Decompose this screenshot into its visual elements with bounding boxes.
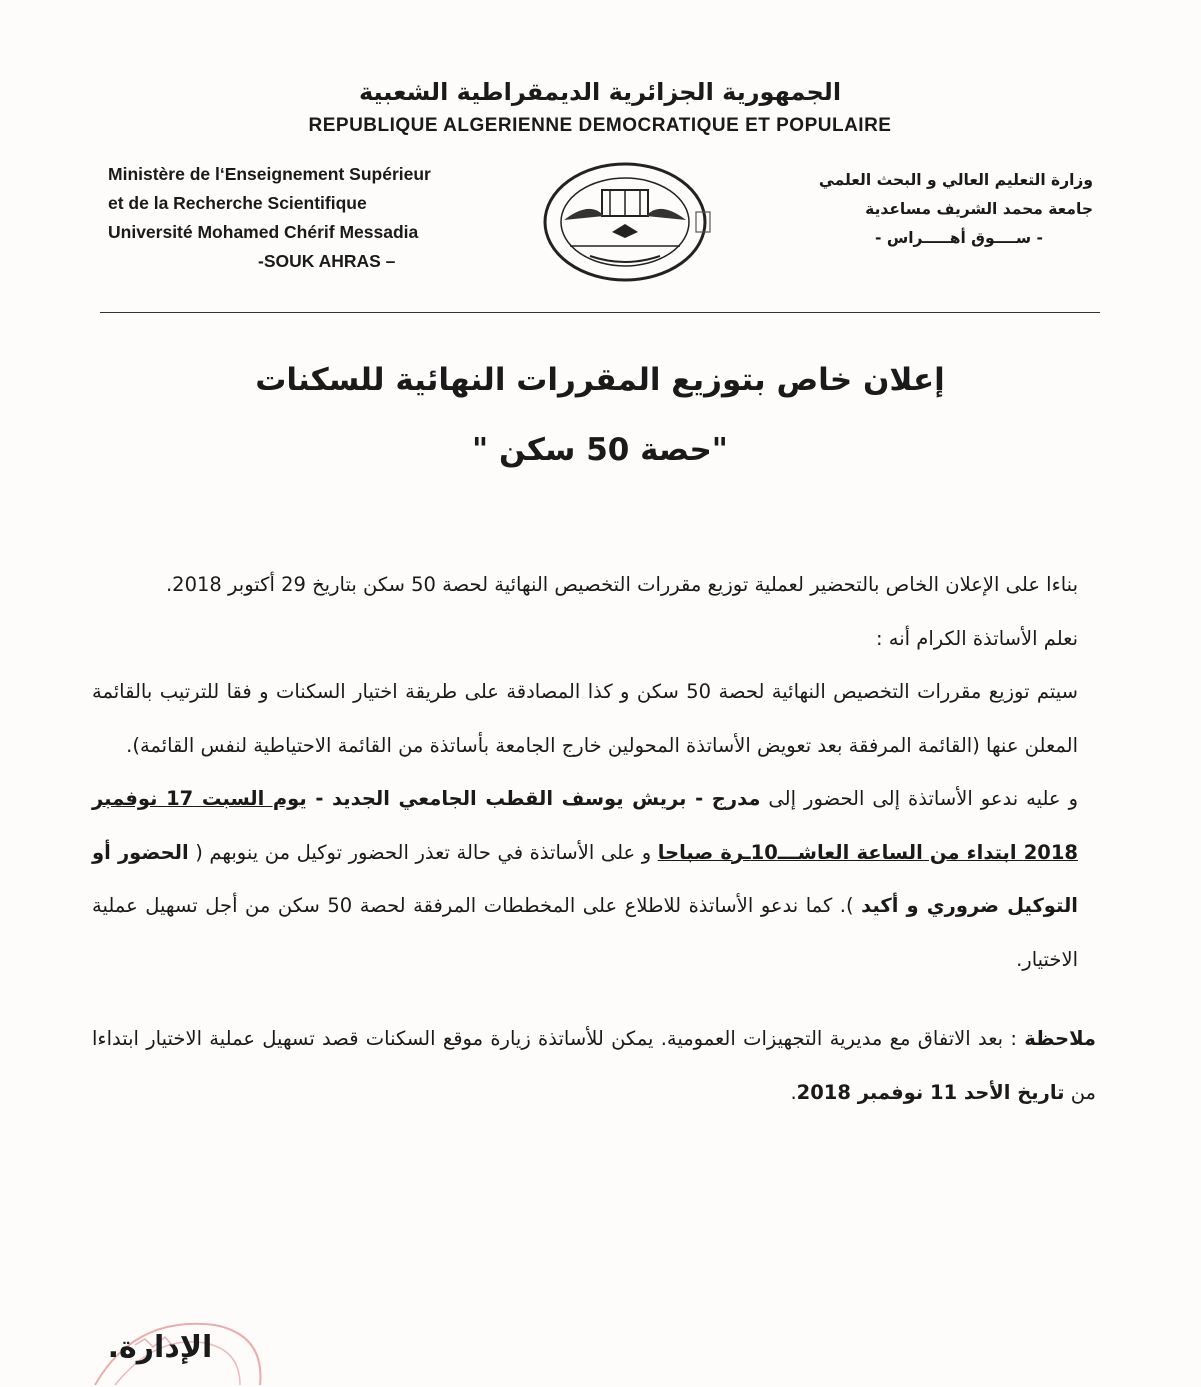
invitation-text-c: ). كما ندعو الأساتذة للاطلاع على المخططات المرفقة لحصة 50 سكن من أجل تسهيل عملية الاختيار. [92, 894, 1078, 971]
ar-ministry: وزارة التعليم العالي و البحث العلمي [818, 171, 1093, 189]
signature-administration: الإدارة. [107, 1330, 213, 1365]
ar-country-heading: الجمهورية الجزائرية الديمقراطية الشعبية [358, 78, 842, 106]
mandatory-text: الحضور أو التوكيل ضروري و أكيد [92, 840, 1078, 917]
paragraph-distribution: سيتم توزيع مقررات التخصيص النهائية لحصة 50 سكن و كذا المصادقة على طريقة اختيار السكنات و فقا للترتيب بالقائمة المعلن عنها (القائمة المرفقة بعد تعويض الأساتذة المحولين خارج الجامعة بأساتذة من القائمة الاحتياطية لنفس القائمة). [92, 680, 1078, 757]
paragraph-notice: نعلم الأساتذة الكرام أنه : [875, 626, 1078, 650]
paragraph-intro: بناءا على الإعلان الخاص بالتحضير لعملية توزيع مقررات التخصيص النهائية لحصة 50 سكن بتاريخ 29 أكتوبر 2018. [165, 573, 1078, 596]
ar-institution-block [763, 166, 1093, 253]
date-time-text: يوم السبت 17 نوفمبر 2018 ابتداء من الساعة العاشـــ10ـرة صباحا [92, 787, 1078, 864]
fr-institution-block [108, 160, 508, 276]
ar-city: - ســــوق أهـــــراس - [875, 229, 1043, 247]
university-logo [530, 160, 720, 285]
note-date: تاريخ الأحد 11 نوفمبر 2018 [796, 1080, 1065, 1104]
announcement-title: إعلان خاص بتوزيع المقررات النهائية للسكنات [255, 362, 945, 398]
invitation-text-a: و عليه ندعو الأساتذة إلى الحضور إلى [760, 787, 1078, 810]
ar-university: جامعة محمد الشريف مساعدية [865, 200, 1093, 218]
note-text-a: : بعد الاتفاق مع مديرية التجهيزات العمومية. يمكن للأساتذة زيارة موقع السكنات قصد تسهيل عملية الاختيار ابتداءا من [92, 1027, 1096, 1104]
note-label: ملاحظة [1024, 1027, 1096, 1050]
paragraph-invitation [92, 772, 1096, 986]
paragraph-note [92, 1012, 1096, 1119]
announcement-subtitle: "حصة 50 سكن " [472, 432, 728, 468]
fr-ministry-line2: et de la Recherche Scientifique [108, 193, 367, 213]
invitation-text-b: و على الأساتذة في حالة تعذر الحضور توكيل من ينوبهم ( [188, 840, 658, 864]
note-text-end: . [790, 1080, 797, 1104]
fr-ministry-line1: Ministère de l‘Enseignement Supérieur [108, 164, 431, 184]
fr-university-name: Université Mohamed Chérif Messadia [108, 222, 419, 242]
venue-text: مدرج - بريش يوسف القطب الجامعي الجديد - [306, 787, 761, 810]
announcement-body [92, 558, 1096, 1119]
fr-country-heading: REPUBLIQUE ALGERIENNE DEMOCRATIQUE ET POPULAIRE [308, 115, 892, 136]
header-divider [100, 312, 1100, 313]
paragraph-gap [92, 986, 1096, 1012]
fr-city: -SOUK AHRAS – [258, 251, 396, 271]
